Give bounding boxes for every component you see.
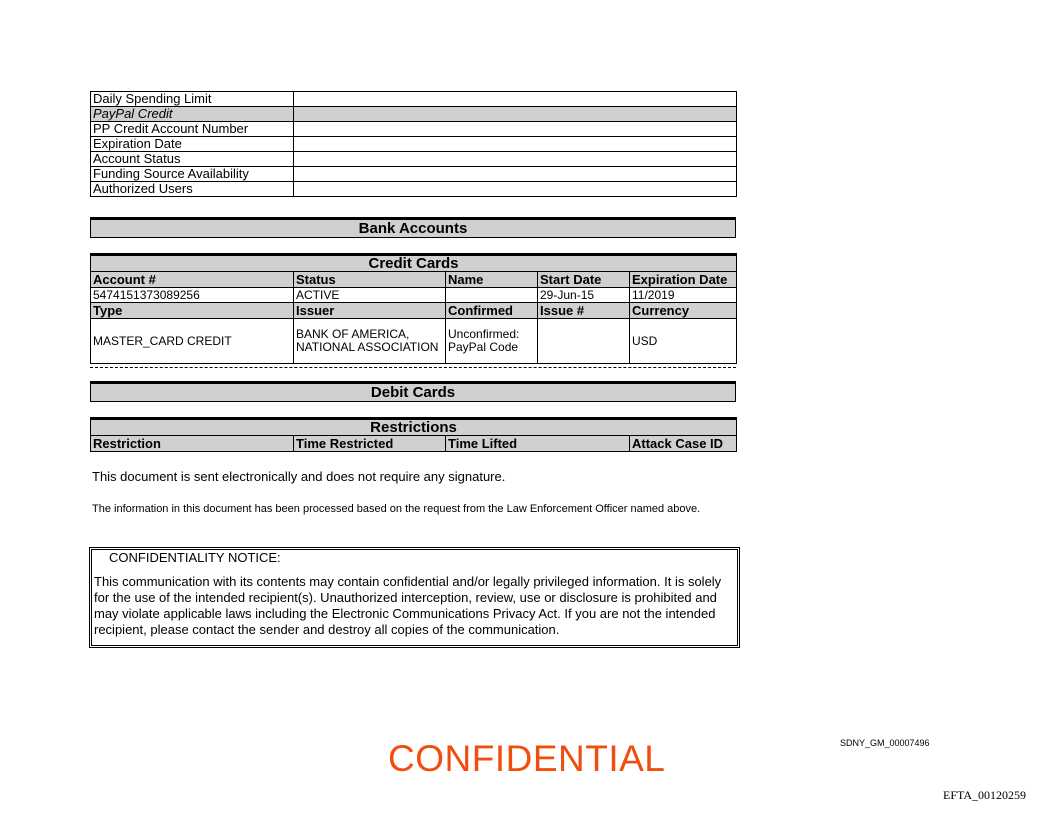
column-header: Time Restricted xyxy=(294,436,446,452)
row-value xyxy=(294,152,737,167)
account-number: 5474151373089256 xyxy=(91,288,294,303)
column-header: Restriction xyxy=(91,436,294,452)
row-value xyxy=(294,122,737,137)
restrictions-title: Restrictions xyxy=(91,419,737,436)
column-header: Issuer xyxy=(294,303,446,319)
row-value xyxy=(294,107,737,122)
row-label: PP Credit Account Number xyxy=(91,122,294,137)
card-currency: USD xyxy=(630,319,737,364)
expiration-date: 11/2019 xyxy=(630,288,737,303)
confidential-stamp: CONFIDENTIAL xyxy=(388,738,666,779)
row-label: Funding Source Availability xyxy=(91,167,294,182)
table-row xyxy=(91,92,737,107)
efta-number: EFTA_00120259 xyxy=(943,788,1027,802)
column-header: Account # xyxy=(91,272,294,288)
row-value xyxy=(294,92,737,107)
restrictions-table xyxy=(90,417,737,452)
debit-cards-header: Debit Cards xyxy=(90,381,736,402)
bank-accounts-header: Bank Accounts xyxy=(90,217,736,238)
table-row xyxy=(91,122,737,137)
row-label: Expiration Date xyxy=(91,137,294,152)
table-header-row xyxy=(91,303,737,319)
card-name xyxy=(446,288,538,303)
row-value xyxy=(294,137,737,152)
column-header: Start Date xyxy=(538,272,630,288)
table-row xyxy=(91,319,737,364)
divider xyxy=(90,367,736,368)
section-row xyxy=(91,107,737,122)
row-value xyxy=(294,167,737,182)
row-label: Authorized Users xyxy=(91,182,294,197)
table-header-row xyxy=(91,436,737,452)
column-header: Confirmed xyxy=(446,303,538,319)
row-label: Daily Spending Limit xyxy=(91,92,294,107)
card-status: ACTIVE xyxy=(294,288,446,303)
notice-body: This communication with its contents may contain confidential and/or legally privileged information. It is solely for the use of the intended recipient(s). Unauthorized interception, review, use or disclosure is prohibited and may violate applicable laws including the Electronic Communications Privacy Act. If you are not the intended recipient, please contact the sender and destroy all copies of the communication. xyxy=(94,574,722,637)
row-value xyxy=(294,182,737,197)
table-row xyxy=(91,152,737,167)
row-label: Account Status xyxy=(91,152,294,167)
credit-cards-table xyxy=(90,253,737,364)
issue-number xyxy=(538,319,630,364)
card-issuer: BANK OF AMERICA, NATIONAL ASSOCIATION xyxy=(294,319,446,364)
column-header: Currency xyxy=(630,303,737,319)
signature-note: This document is sent electronically and does not require any signature. xyxy=(92,469,506,484)
column-header: Status xyxy=(294,272,446,288)
column-header: Issue # xyxy=(538,303,630,319)
column-header: Time Lifted xyxy=(446,436,538,452)
section-label: PayPal Credit xyxy=(91,107,294,122)
column-header xyxy=(538,436,630,452)
table-row xyxy=(91,167,737,182)
start-date: 29-Jun-15 xyxy=(538,288,630,303)
table-row xyxy=(91,182,737,197)
column-header: Type xyxy=(91,303,294,319)
notice-heading: CONFIDENTIALITY NOTICE: xyxy=(109,550,281,565)
column-header: Expiration Date xyxy=(630,272,737,288)
bates-number: SDNY_GM_00007496 xyxy=(840,738,930,748)
card-type: MASTER_CARD CREDIT xyxy=(91,319,294,364)
table-row xyxy=(91,137,737,152)
paypal-credit-table xyxy=(90,91,737,197)
column-header: Attack Case ID xyxy=(630,436,737,452)
processed-note: The information in this document has been processed based on the request from the Law Enforcement Officer named above. xyxy=(92,503,701,515)
card-confirmed: Unconfirmed: PayPal Code xyxy=(446,319,538,364)
table-header-row xyxy=(91,272,737,288)
credit-cards-title: Credit Cards xyxy=(91,255,737,272)
table-row xyxy=(91,288,737,303)
confidentiality-notice xyxy=(89,547,740,648)
column-header: Name xyxy=(446,272,538,288)
